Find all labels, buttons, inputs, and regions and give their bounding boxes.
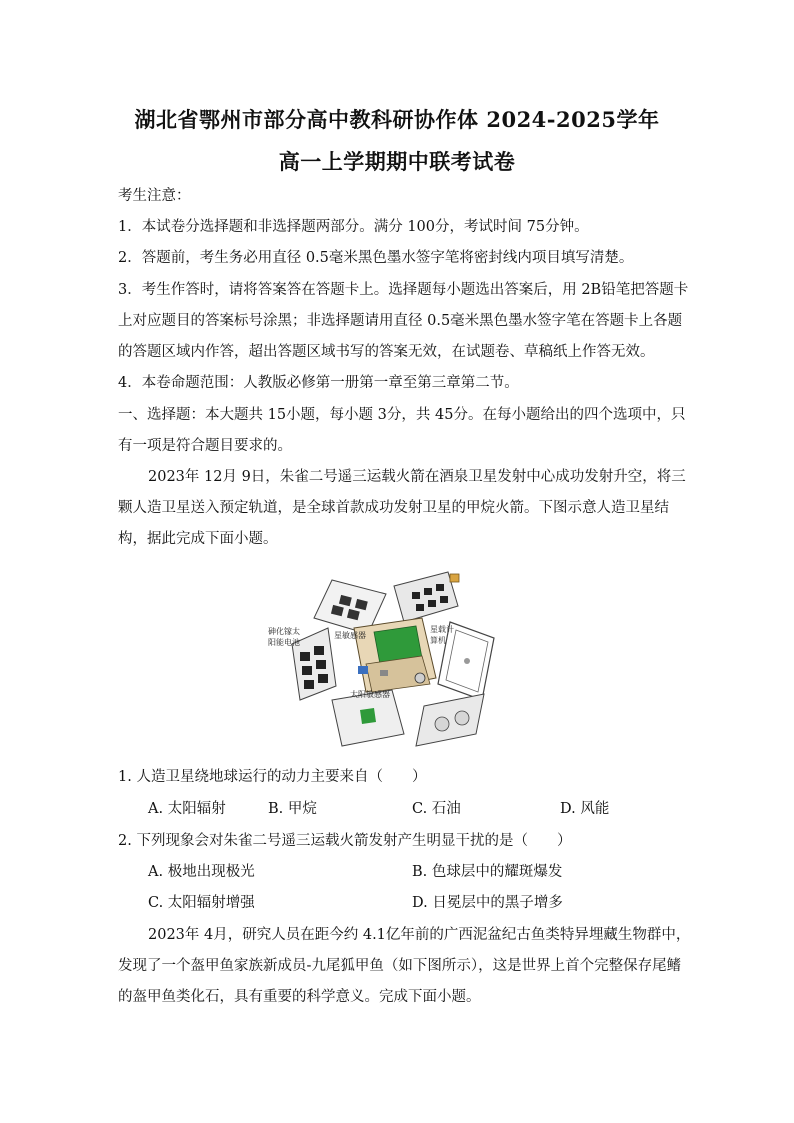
satellite-structure-figure xyxy=(262,566,512,752)
option-b: B. 色球层中的耀斑爆发 xyxy=(412,864,563,880)
option-a: A. 极地出现极光 xyxy=(148,864,255,880)
option-c: C. 太阳辐射增强 xyxy=(148,895,255,911)
notice-item: 3．考生作答时，请将答案答在答题卡上。选择题每小题选出答案后，用 2B铅笔把答题卡 xyxy=(118,282,689,298)
passage-line: 构，据此完成下面小题。 xyxy=(118,531,278,547)
label-onboard-computer: 算机 xyxy=(430,636,446,645)
exam-title-line2: 高一上学期期中联考试卷 xyxy=(278,149,516,174)
bottom-right-panel xyxy=(416,694,484,746)
exam-title-line1: 湖北省鄂州市部分高中教科研协作体 2024-2025学年 xyxy=(134,107,660,132)
passage-line: 2023年 4月，研究人员在距今约 4.1亿年前的广西泥盆纪古鱼类特异埋藏生物群中， xyxy=(148,927,691,943)
option-d: D. 风能 xyxy=(560,801,610,817)
notice-item: 的答题区域内作答，超出答题区域书写的答案无效，在试题卷、草稿纸上作答无效。 xyxy=(118,344,655,360)
question-stem: 2. 下列现象会对朱雀二号遥三运载火箭发射产生明显干扰的是（ ） xyxy=(118,833,572,849)
option-d: D. 日冕层中的黑子增多 xyxy=(412,895,563,911)
passage-line: 颗人造卫星送入预定轨道，是全球首款成功发射卫星的甲烷火箭。下图示意人造卫星结 xyxy=(118,500,669,516)
notice-heading: 考生注意： xyxy=(118,188,191,204)
label-sun-sensor: 太阳敏感器 xyxy=(350,690,390,699)
notice-item: 上对应题目的答案标号涂黑；非选择题请用直径 0.5毫米黑色墨水签字笔在答题卡上各题 xyxy=(118,313,683,329)
passage-line: 2023年 12月 9日，朱雀二号遥三运载火箭在酒泉卫星发射中心成功发射升空，将三 xyxy=(148,469,686,485)
label-star-sensor: 星敏感器 xyxy=(334,631,366,640)
passage-line: 的盔甲鱼类化石，具有重要的科学意义。完成下面小题。 xyxy=(118,989,481,1005)
label-solar-cell: 砷化镓太 xyxy=(268,627,300,636)
label-onboard-computer: 星载计 xyxy=(430,625,454,634)
option-a: A. 太阳辐射 xyxy=(148,801,226,817)
notice-item: 4．本卷命题范围：人教版必修第一册第一章至第三章第二节。 xyxy=(118,375,519,391)
option-b: B. 甲烷 xyxy=(268,801,317,817)
question-stem: 1. 人造卫星绕地球运行的动力主要来自（ ） xyxy=(118,769,427,785)
passage-line: 发现了一个盔甲鱼家族新成员-九尾狐甲鱼（如下图所示），这是世界上首个完整保存尾鳍 xyxy=(118,958,682,974)
notice-item: 2．答题前，考生务必用直径 0.5毫米黑色墨水签字笔将密封线内项目填写清楚。 xyxy=(118,250,634,266)
top-right-panel xyxy=(394,572,459,622)
notice-item: 1．本试卷分选择题和非选择题两部分。满分 100分，考试时间 75分钟。 xyxy=(118,219,589,235)
satellite-core xyxy=(354,618,436,692)
section-heading-cont: 有一项是符合题目要求的。 xyxy=(118,438,292,454)
label-solar-cell: 阳能电池 xyxy=(268,638,300,647)
option-c: C. 石油 xyxy=(412,801,461,817)
section-heading: 一、选择题：本大题共 15小题，每小题 3分，共 45分。在每小题给出的四个选项中，只 xyxy=(118,407,686,423)
